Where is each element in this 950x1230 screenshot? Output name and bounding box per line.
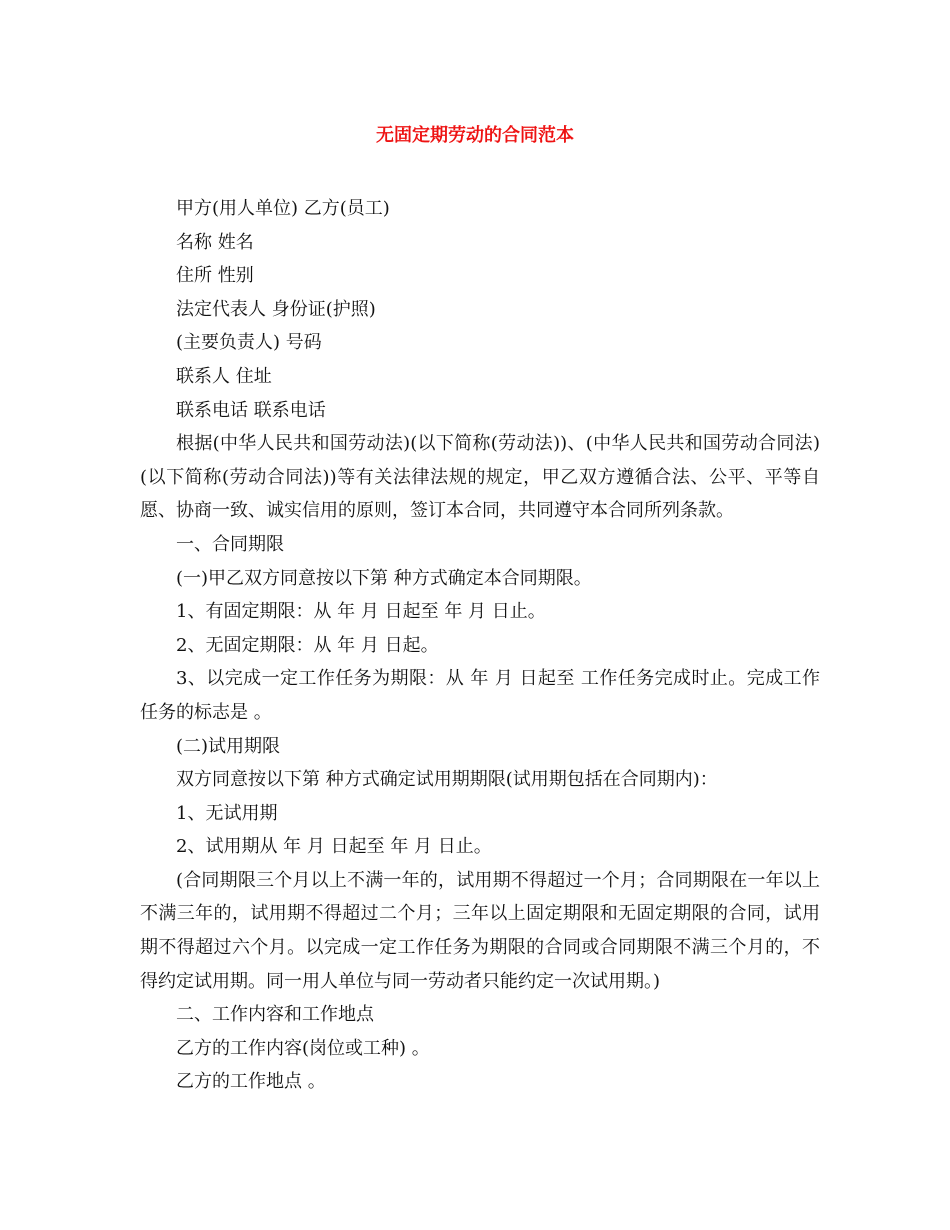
section-heading-work: 二、工作内容和工作地点 (176, 1004, 374, 1026)
preamble-paragraph: 根据(中华人民共和国劳动法)(以下简称(劳动法))、(中华人民共和国劳动合同法)(以下简称(劳动合同法))等有关法律法规的规定，甲乙双方遵循合法、公平、平等自愿、协商一致、诚实信用的原则，签订本合同，共同遵守本合同所列条款。 (140, 433, 820, 522)
document-body (140, 192, 820, 1099)
document-title: 无固定期劳动的合同范本 (376, 125, 574, 146)
party-representative: 法定代表人 身份证(护照) (176, 298, 376, 320)
probation-none: 1、无试用期 (176, 802, 278, 824)
party-header: 甲方(用人单位) 乙方(员工) (176, 198, 390, 219)
party-contact: 联系人 住址 (176, 365, 272, 387)
party-phone: 联系电话 联系电话 (176, 399, 326, 421)
party-name: 名称 姓名 (176, 231, 254, 253)
term-fixed: 1、有固定期限：从 年 月 日起至 年 月 日止。 (176, 601, 546, 623)
probation-period: 2、试用期从 年 月 日起至 年 月 日止。 (176, 836, 492, 858)
work-content: 乙方的工作内容(岗位或工种) 。 (176, 1037, 430, 1059)
term-task: 3、以完成一定工作任务为期限：从 年 月 日起至 工作任务完成时止。完成工作任务的标志是 。 (140, 668, 820, 723)
subsection-probation: (二)试用期限 (176, 735, 281, 757)
work-location: 乙方的工作地点 。 (176, 1071, 326, 1093)
term-method: (一)甲乙双方同意按以下第 种方式确定本合同期限。 (176, 567, 592, 589)
probation-method: 双方同意按以下第 种方式确定试用期期限(试用期包括在合同期内)： (176, 769, 718, 791)
probation-note: (合同期限三个月以上不满一年的，试用期不得超过一个月；合同期限在一年以上不满三年的，试用期不得超过二个月；三年以上固定期限和无固定期限的合同，试用期不得超过六个月。以完成一定工作任务为期限的合同或合同期限不满三个月的，不得约定试用期。同一用人单位与同一劳动者只能约定一次试用期。) (140, 869, 820, 992)
party-responsible: (主要负责人) 号码 (176, 332, 322, 354)
section-heading-term: 一、合同期限 (176, 533, 284, 555)
party-address: 住所 性别 (176, 265, 254, 287)
term-unfixed: 2、无固定期限：从 年 月 日起。 (176, 634, 439, 656)
